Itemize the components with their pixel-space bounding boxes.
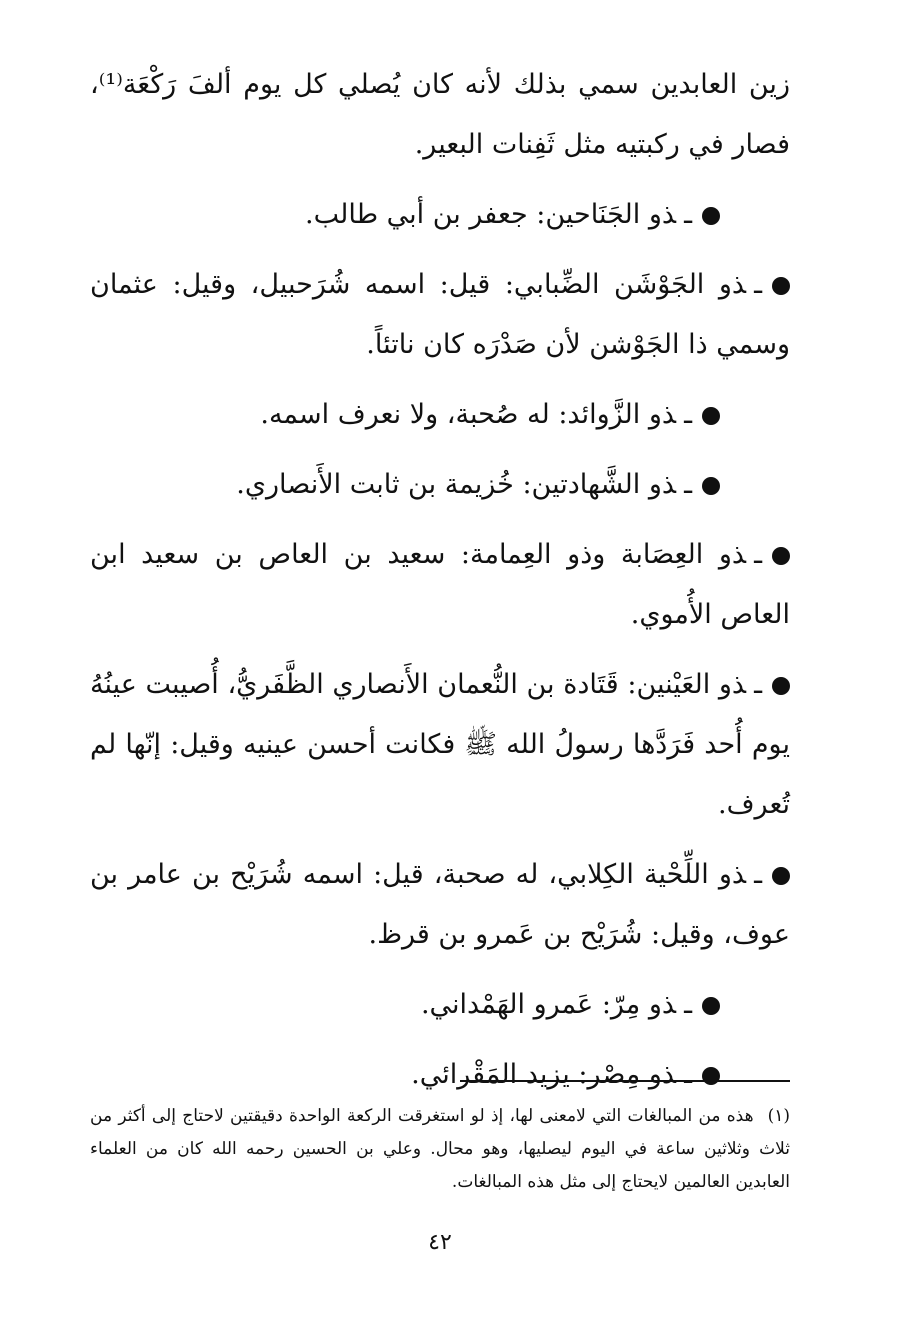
page-content	[90, 55, 790, 1295]
list-item-shahadatayn: ـذو الشَّهادتين: خُزيمة بن ثابت الأَنصاري.	[90, 455, 790, 515]
bullet-icon	[702, 407, 720, 425]
page-number: ٤٢	[428, 1230, 452, 1255]
footnote-text: هذه من المبالغات التي لامعنى لها، إذ لو استغرقت الركعة الواحدة دقيقتين لاحتاج إلى أكثر من ثلاث وثلاثين ساعة في اليوم ليصليها، وهو محال. وعلي بن الحسين رحمه الله كان من العلماء العابدين العالمين لايحتاج إلى مثل هذه المبالغات.	[90, 1106, 790, 1192]
list-item-aynayn: ـذو العَيْنين: قَتَادة بن النُّعمان الأَنصاري الظَّفَريُّ، أُصيبت عينُهُ يوم أُحد فَرَدَّها رسولُ الله ﷺ فكانت أحسن عينيه وقيل: إنّها لم تُعرف.	[90, 669, 790, 820]
footnote	[90, 1100, 790, 1199]
bullet-icon	[702, 477, 720, 495]
footnote-marker: (١)	[767, 1106, 790, 1126]
bullet-icon	[772, 867, 790, 885]
list-item-misr: ـذو مِصْر: يزيد المَقْرائي.	[90, 1045, 790, 1105]
list-item-zawaid: ـذو الزَّوائد: له صُحبة، ولا نعرف اسمه.	[90, 385, 790, 445]
list-item-mirr: ـذو مِرّ: عَمرو الهَمْداني.	[90, 975, 790, 1035]
intro-paragraph: زين العابدين سمي بذلك لأنه كان يُصلي كل يوم ألفَ رَكْعَة⁽¹⁾، فصار في ركبتيه مثل ثَفِنات البعير.	[90, 69, 790, 160]
list-item-lihya: ـذو اللِّحْية الكِلابي، له صحبة، قيل: اسمه شُرَيْح بن عامر بن عوف، وقيل: شُرَيْح بن عَمرو بن قرظ.	[90, 859, 790, 950]
bullet-icon	[772, 277, 790, 295]
footnote-divider	[460, 1080, 790, 1082]
list-item-jafar: ـذو الجَنَاحين: جعفر بن أبي طالب.	[90, 185, 790, 245]
bullet-icon	[702, 207, 720, 225]
bullet-icon	[772, 677, 790, 695]
bullet-icon	[702, 997, 720, 1015]
list-item-isaba: ـذو العِصَابة وذو العِمامة: سعيد بن العاص بن سعيد ابن العاص الأُموي.	[90, 539, 790, 630]
bullet-icon	[772, 547, 790, 565]
list-item-jawshan: ـذو الجَوْشَن الضِّبابي: قيل: اسمه شُرَحبيل، وقيل: عثمان وسمي ذا الجَوْشن لأن صَدْرَه كان ناتئاً.	[90, 269, 790, 360]
